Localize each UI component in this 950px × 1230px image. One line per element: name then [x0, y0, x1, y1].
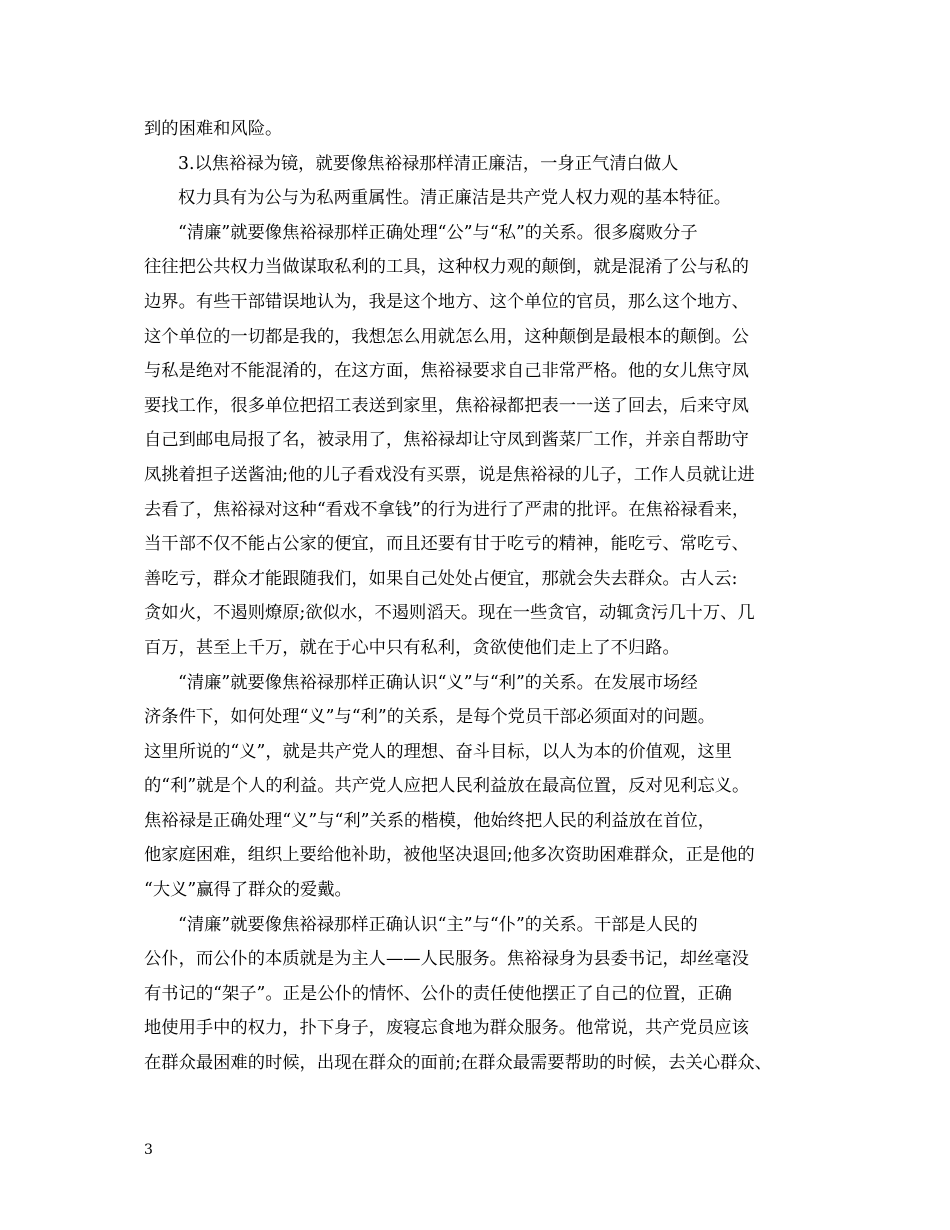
text-line: “清廉”就要像焦裕禄那样正确认识“主”与“仆”的关系。干部是人民的 — [178, 914, 698, 935]
text-line: “清廉”就要像焦裕禄那样正确认识“义”与“利”的关系。在发展市场经 — [178, 672, 698, 693]
text-line: 到的困难和风险。 — [144, 119, 283, 139]
text-line: 济条件下，如何处理“义”与“利”的关系，是每个党员干部必须面对的问题。 — [144, 707, 716, 728]
text-line: 权力具有为公与为私两重属性。清正廉洁是共产党人权力观的基本特征。 — [178, 188, 732, 209]
text-line: 这里所说的“义”，就是共产党人的理想、奋斗目标，以人为本的价值观，这里 — [144, 741, 732, 762]
text-line: 公仆，而公仆的本质就是为主人——人民服务。焦裕禄身为县委书记，却丝毫没 — [144, 949, 749, 970]
text-line: 的“利”就是个人的利益。共产党人应把人民利益放在最高位置，反对见利忘义。 — [144, 776, 750, 797]
page-number: 3 — [144, 1142, 153, 1158]
text-line: 边界。有些干部错误地认为，我是这个地方、这个单位的官员，那么这个地方、 — [144, 291, 749, 312]
text-line: 焦裕禄是正确处理“义”与“利”关系的楷模，他始终把人民的利益放在首位， — [144, 810, 716, 831]
text-line: 有书记的“架子”。正是公仆的情怀、公仆的责任使他摆正了自己的位置，正确 — [144, 983, 732, 1004]
text-line: 他家庭困难，组织上要给他补助，被他坚决退回;他多次资助困难群众，正是他的 — [144, 845, 755, 866]
text-line: 百万，甚至上千万，就在于心中只有私利，贪欲使他们走上了不归路。 — [144, 637, 680, 658]
text-line: 善吃亏，群众才能跟随我们，如果自己处处占便宜，那就会失去群众。古人云: — [144, 568, 738, 589]
text-line: 这个单位的一切都是我的，我想怎么用就怎么用，这种颠倒是最根本的颠倒。公 — [144, 326, 749, 347]
text-line: 3.以焦裕禄为镜，就要像焦裕禄那样清正廉洁，一身正气清白做人 — [178, 153, 679, 174]
text-line: “清廉”就要像焦裕禄那样正确处理“公”与“私”的关系。很多腐败分子 — [178, 222, 698, 243]
text-line: 往往把公共权力当做谋取私利的工具，这种权力观的颠倒，就是混淆了公与私的 — [144, 257, 749, 278]
body-text — [144, 112, 816, 1081]
text-line: 贪如火，不遏则燎原;欲似水，不遏则滔天。现在一些贪官，动辄贪污几十万、几 — [144, 603, 755, 624]
text-line: 去看了，焦裕禄对这种“看戏不拿钱”的行为进行了严肃的批评。在焦裕禄看来， — [144, 499, 750, 520]
text-line: 自己到邮电局报了名，被录用了，焦裕禄却让守凤到酱菜厂工作，并亲自帮助守 — [144, 430, 749, 451]
text-line: 凤挑着担子送酱油;他的儿子看戏没有买票，说是焦裕禄的儿子，工作人员就让进 — [144, 464, 755, 485]
text-line: 要找工作，很多单位把招工表送到家里，焦裕禄都把表一一送了回去，后来守凤 — [144, 395, 749, 416]
text-line: 当干部不仅不能占公家的便宜，而且还要有甘于吃亏的精神，能吃亏、常吃亏、 — [144, 534, 749, 555]
text-line: 与私是绝对不能混淆的，在这方面，焦裕禄要求自己非常严格。他的女儿焦守凤 — [144, 361, 749, 382]
text-line: 在群众最困难的时候，出现在群众的面前;在群众最需要帮助的时候，去关心群众、 — [144, 1053, 772, 1074]
text-line: 地使用手中的权力，扑下身子，废寝忘食地为群众服务。他常说，共产党员应该 — [144, 1018, 749, 1039]
text-line: “大义”赢得了群众的爱戴。 — [144, 880, 352, 901]
